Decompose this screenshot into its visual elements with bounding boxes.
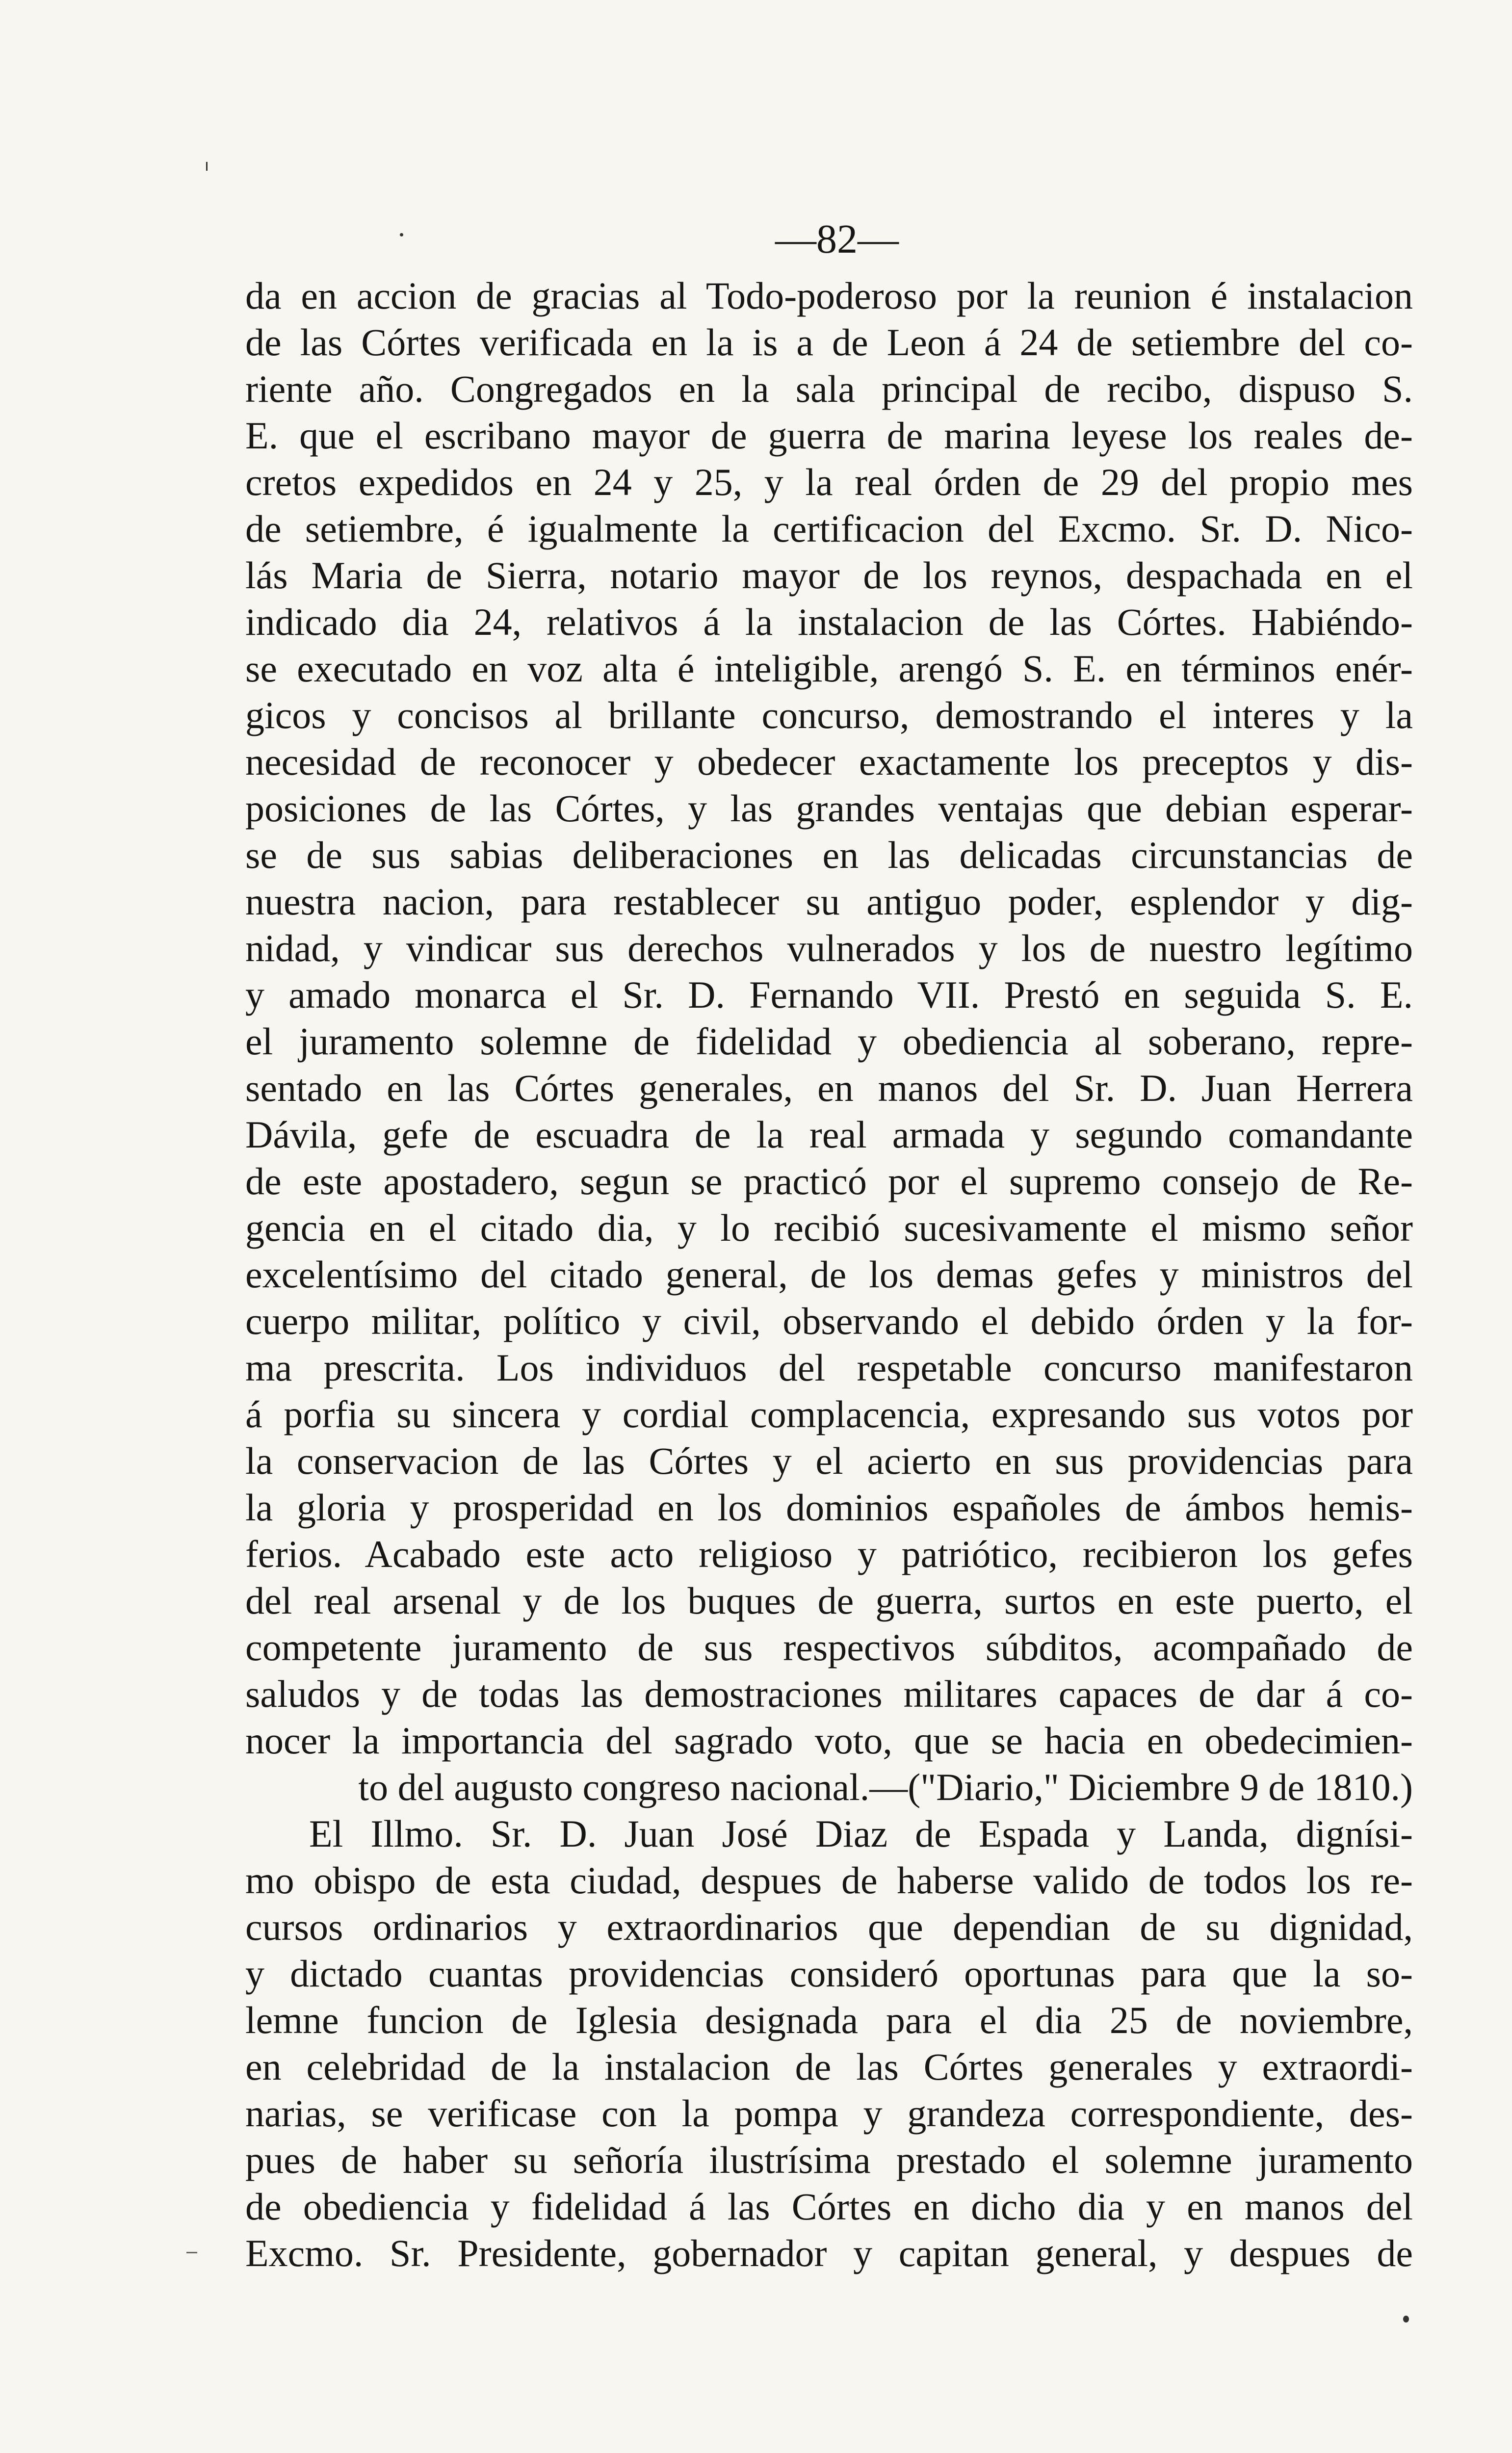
text-line: Excmo. Sr. Presidente, gobernador y capitan general, y despues de: [245, 2232, 1413, 2274]
text-line: se de sus sabias deliberaciones en las delicadas circunstancias de: [245, 834, 1413, 876]
text-line: y amado monarca el Sr. D. Fernando VII. Prestó en seguida S. E.: [245, 973, 1413, 1016]
text-line: la conservacion de las Córtes y el acierto en sus providencias para: [245, 1439, 1413, 1482]
text-line: el juramento solemne de fidelidad y obediencia al soberano, repre-: [245, 1020, 1413, 1063]
text-line: E. que el escribano mayor de guerra de marina leyese los reales de-: [245, 414, 1413, 457]
paragraph-1: [245, 272, 1413, 1810]
text-line: posiciones de las Córtes, y las grandes ventajas que debian esperar-: [245, 787, 1413, 830]
page-number: —82—: [775, 216, 899, 262]
text-line: de este apostadero, segun se practicó por el supremo consejo de Re-: [245, 1160, 1413, 1202]
text-line: nuestra nacion, para restablecer su antiguo poder, esplendor y dig-: [245, 880, 1413, 923]
print-speck: [186, 2252, 197, 2253]
text-line: se executado en voz alta é inteligible, arengó S. E. en términos enér-: [245, 647, 1413, 690]
text-line: de setiembre, é igualmente la certificacion del Excmo. Sr. D. Nico-: [245, 507, 1413, 550]
text-line: ferios. Acabado este acto religioso y patriótico, recibieron los gefes: [245, 1533, 1413, 1575]
text-line: nocer la importancia del sagrado voto, que se hacia en obedecimien-: [245, 1719, 1413, 1762]
text-line: de las Córtes verificada en la is a de Leon á 24 de setiembre del co-: [245, 321, 1413, 364]
text-line: pues de haber su señoría ilustrísima prestado el solemne juramento: [245, 2139, 1413, 2181]
text-line: to del augusto congreso nacional.—("Diario," Diciembre 9 de 1810.): [358, 1766, 1413, 1808]
text-line: la gloria y prosperidad en los dominios españoles de ámbos hemis-: [245, 1486, 1413, 1529]
paragraph-2: [245, 1810, 1413, 2276]
text-line: mo obispo de esta ciudad, despues de haberse valido de todos los re-: [245, 1859, 1413, 1902]
text-line: gicos y concisos al brillante concurso, demostrando el interes y la: [245, 694, 1413, 736]
text-line: cursos ordinarios y extraordinarios que dependian de su dignidad,: [245, 1905, 1413, 1948]
text-line: sentado en las Córtes generales, en manos del Sr. D. Juan Herrera: [245, 1067, 1413, 1109]
text-line: El Illmo. Sr. D. Juan José Diaz de Espada y Landa, dignísi-: [309, 1812, 1413, 1855]
text-line: riente año. Congregados en la sala principal de recibo, dispuso S.: [245, 367, 1413, 410]
text-line: competente juramento de sus respectivos súbditos, acompañado de: [245, 1626, 1413, 1669]
text-line: saludos y de todas las demostraciones militares capaces de dar á co-: [245, 1672, 1413, 1715]
text-line: lás Maria de Sierra, notario mayor de los reynos, despachada en el: [245, 554, 1413, 597]
body-text: [245, 272, 1413, 2276]
text-line: cuerpo militar, político y civil, observando el debido órden y la for-: [245, 1300, 1413, 1342]
text-line: lemne funcion de Iglesia designada para el dia 25 de noviembre,: [245, 1999, 1413, 2041]
text-line: de obediencia y fidelidad á las Córtes en dicho dia y en manos del: [245, 2185, 1413, 2228]
text-line: á porfia su sincera y cordial complacencia, expresando sus votos por: [245, 1393, 1413, 1435]
text-line: necesidad de reconocer y obedecer exactamente los preceptos y dis-: [245, 740, 1413, 783]
text-line: del real arsenal y de los buques de guerra, surtos en este puerto, el: [245, 1579, 1413, 1622]
print-speck: [1403, 2316, 1409, 2323]
text-line: ma prescrita. Los individuos del respetable concurso manifestaron: [245, 1346, 1413, 1389]
print-speck: [400, 233, 403, 236]
text-line: y dictado cuantas providencias consideró oportunas para que la so-: [245, 1952, 1413, 1995]
text-line: cretos expedidos en 24 y 25, y la real órden de 29 del propio mes: [245, 461, 1413, 503]
text-line: da en accion de gracias al Todo-poderoso por la reunion é instalacion: [245, 274, 1413, 317]
text-line: nidad, y vindicar sus derechos vulnerados y los de nuestro legítimo: [245, 927, 1413, 969]
text-line: excelentísimo del citado general, de los demas gefes y ministros del: [245, 1253, 1413, 1296]
text-line: indicado dia 24, relativos á la instalacion de las Córtes. Habiéndo-: [245, 600, 1413, 643]
text-line: gencia en el citado dia, y lo recibió sucesivamente el mismo señor: [245, 1206, 1413, 1249]
text-line: Dávila, gefe de escuadra de la real armada y segundo comandante: [245, 1113, 1413, 1156]
text-line: narias, se verificase con la pompa y grandeza correspondiente, des-: [245, 2092, 1413, 2135]
print-speck: [206, 162, 208, 171]
text-line: en celebridad de la instalacion de las Córtes generales y extraordi-: [245, 2045, 1413, 2088]
